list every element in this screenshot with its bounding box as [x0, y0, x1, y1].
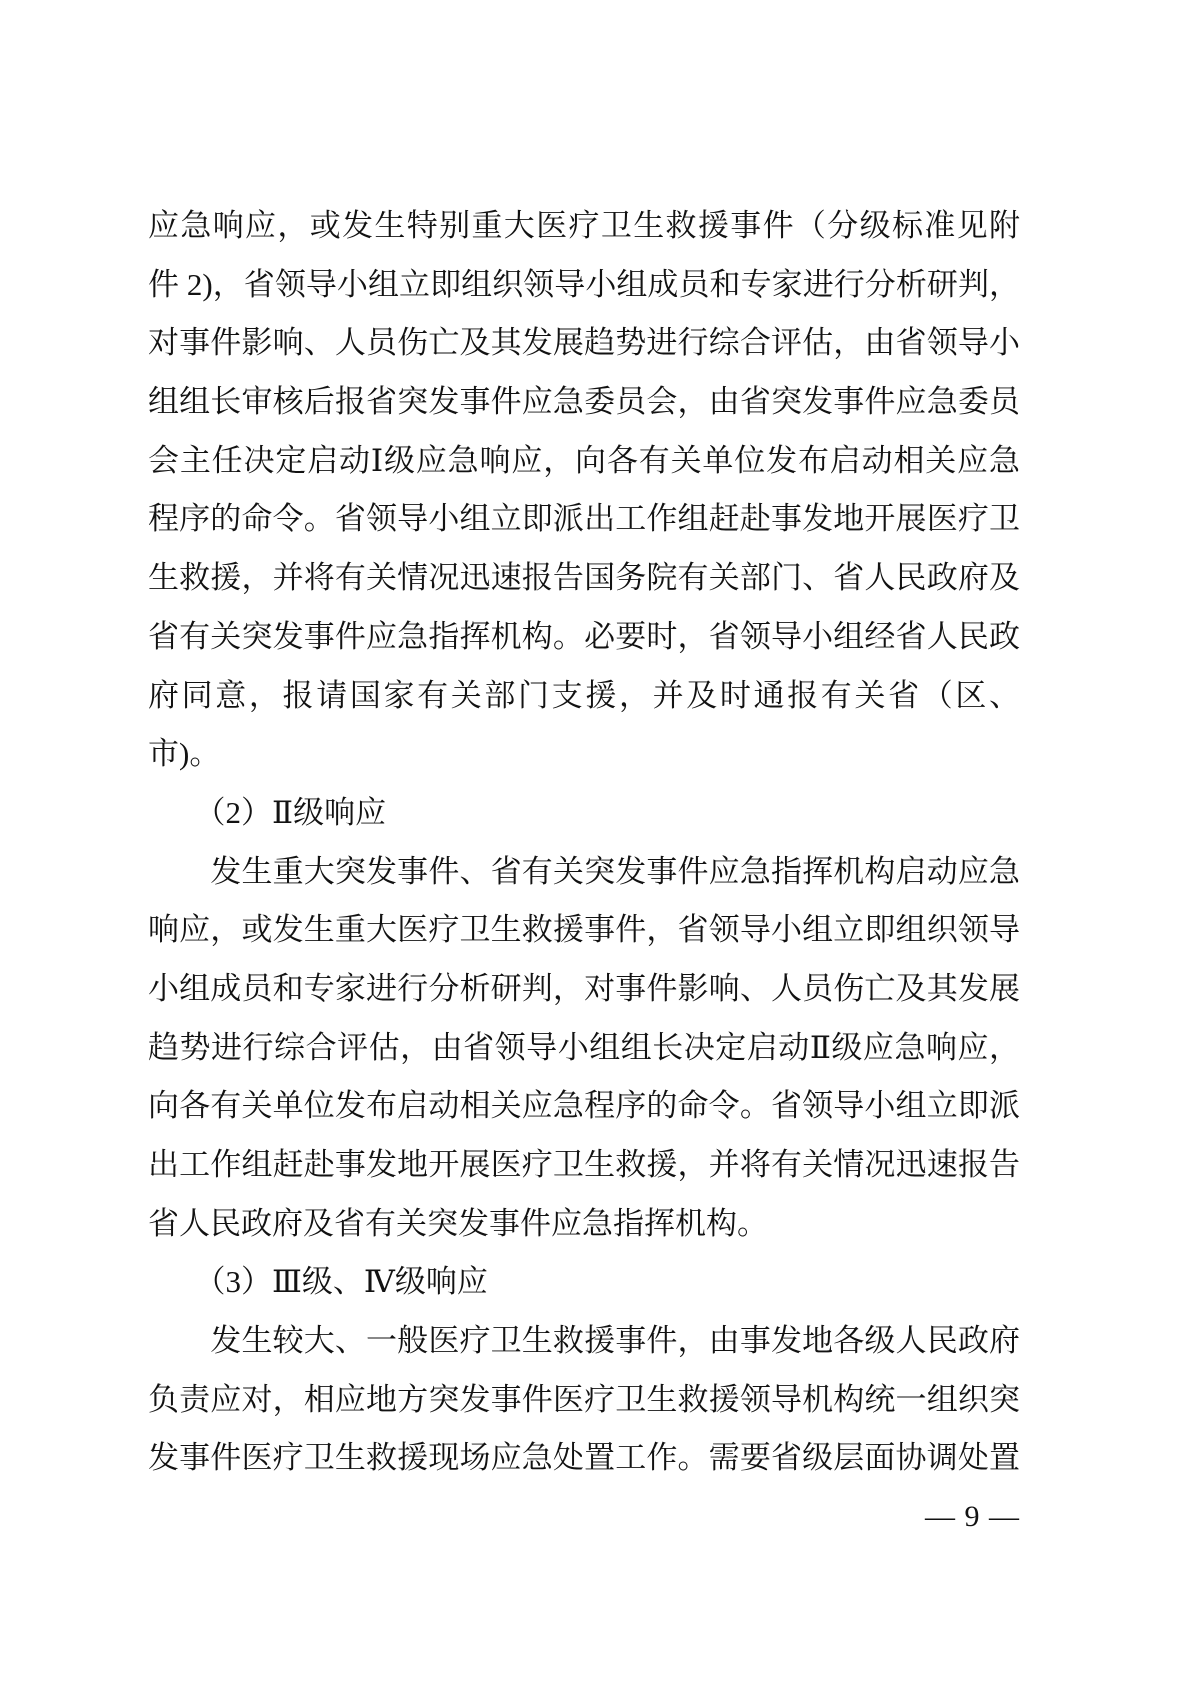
text-line: 会主任决定启动Ⅰ级应急响应，向各有关单位发布启动相关应急 [148, 442, 1020, 478]
text-line: 发生重大突发事件、省有关突发事件应急指挥机构启动应急 [148, 853, 1020, 889]
text-line: 发事件医疗卫生救援现场应急处置工作。需要省级层面协调处置 [148, 1440, 1020, 1476]
text-line: 小组成员和专家进行分析研判，对事件影响、人员伤亡及其发展 [148, 970, 1020, 1006]
text-line: 省有关突发事件应急指挥机构。必要时，省领导小组经省人民政 [148, 618, 1020, 654]
text-line: 组组长审核后报省突发事件应急委员会，由省突发事件应急委员 [148, 384, 1020, 420]
paragraph-end-line: 省人民政府及省有关突发事件应急指挥机构。 [148, 1205, 768, 1241]
text-line: 府同意，报请国家有关部门支援，并及时通报有关省（区、 [148, 677, 1020, 713]
text-line: 响应，或发生重大医疗卫生救援事件，省领导小组立即组织领导 [148, 912, 1020, 948]
section-heading-level3-4: （3）Ⅲ级、Ⅳ级响应 [148, 1264, 488, 1300]
paragraph-end-line: 市)。 [148, 736, 221, 772]
text-line: 对事件影响、人员伤亡及其发展趋势进行综合评估，由省领导小 [148, 325, 1020, 361]
text-line: 程序的命令。省领导小组立即派出工作组赶赴事发地开展医疗卫 [148, 501, 1020, 537]
text-line: 趋势进行综合评估，由省领导小组组长决定启动Ⅱ级应急响应， [148, 1029, 1020, 1065]
page-number: — 9 — [925, 1500, 1020, 1534]
document-body [148, 197, 1020, 1547]
text-line: 发生较大、一般医疗卫生救援事件，由事发地各级人民政府 [148, 1323, 1020, 1359]
section-heading-level2: （2）Ⅱ级响应 [148, 794, 387, 830]
text-line: 出工作组赶赴事发地开展医疗卫生救援，并将有关情况迅速报告 [148, 1147, 1020, 1182]
text-line: 应急响应，或发生特别重大医疗卫生救援事件（分级标准见附 [148, 208, 1020, 243]
text-line: 向各有关单位发布启动相关应急程序的命令。省领导小组立即派 [148, 1088, 1020, 1124]
text-line: 件 2)，省领导小组立即组织领导小组成员和专家进行分析研判， [148, 266, 1020, 302]
text-line: 负责应对，相应地方突发事件医疗卫生救援领导机构统一组织突 [148, 1381, 1020, 1417]
text-line: 生救援，并将有关情况迅速报告国务院有关部门、省人民政府及 [148, 560, 1020, 596]
